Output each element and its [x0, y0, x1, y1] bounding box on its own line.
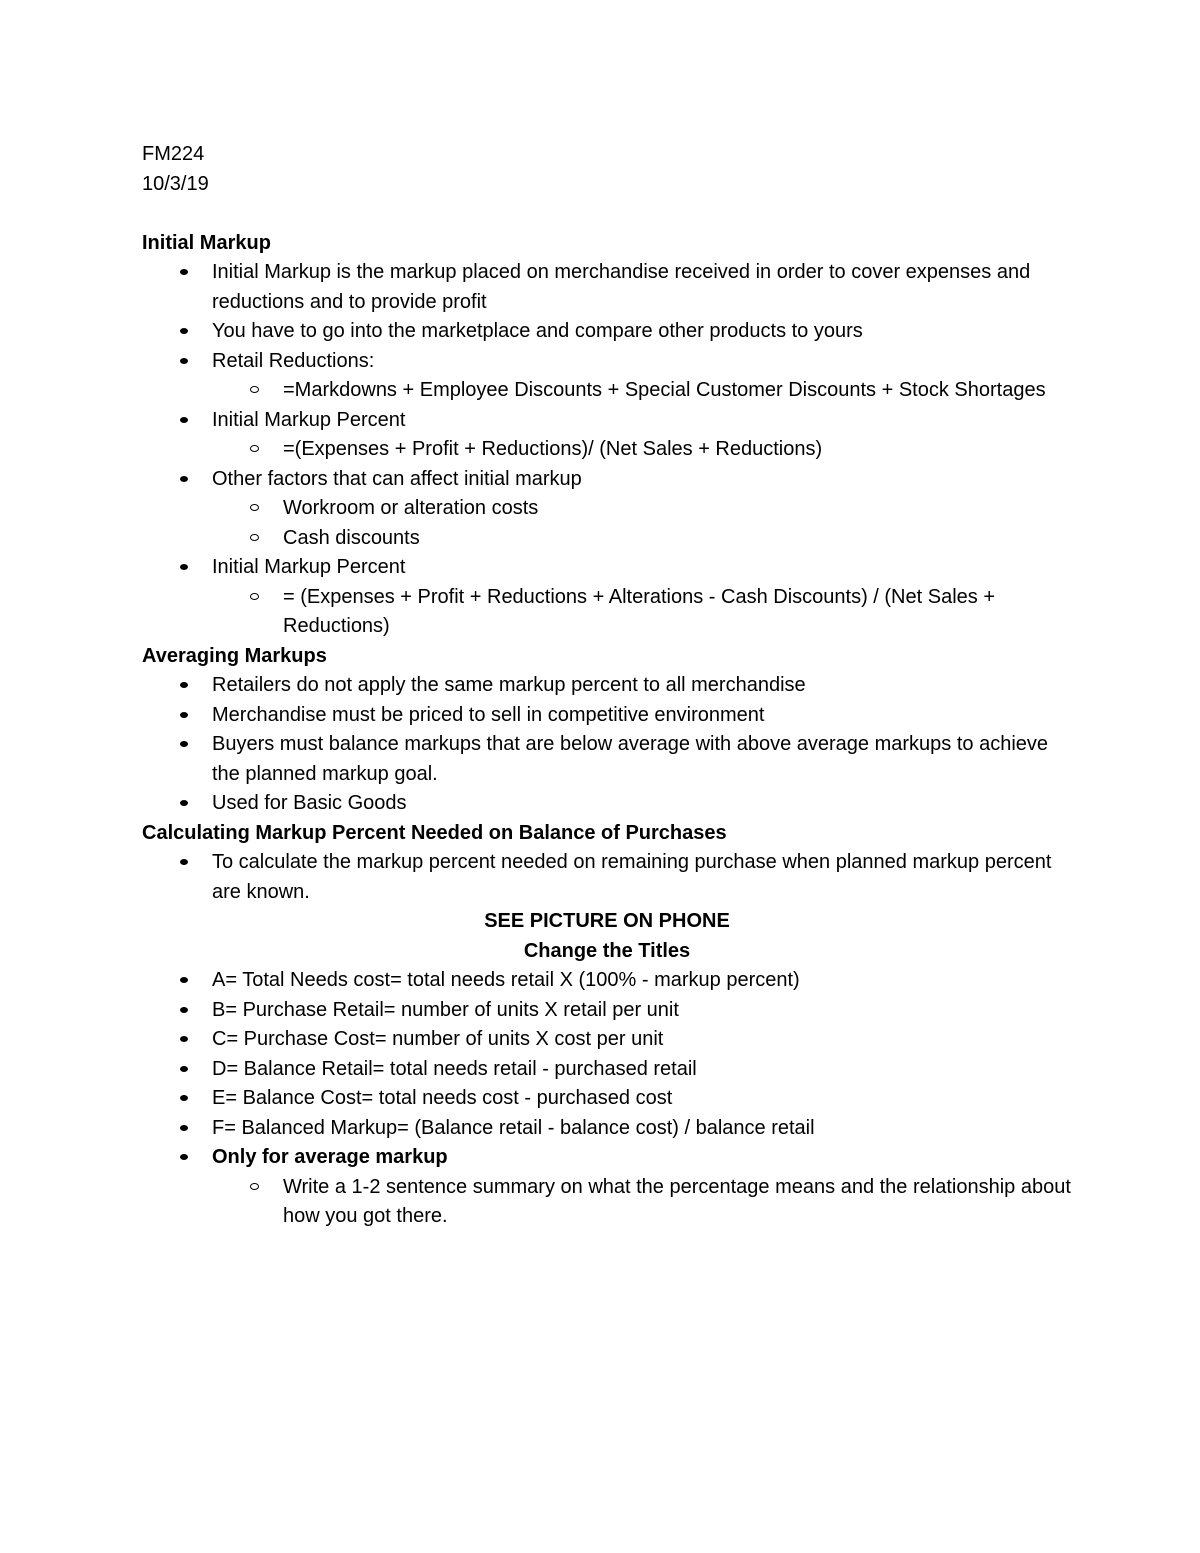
list-item: Retailers do not apply the same markup percent to all merchandise — [142, 671, 1072, 701]
list-item-only-average: Only for average markup — [142, 1143, 1072, 1173]
list-item: Merchandise must be priced to sell in competitive environment — [142, 701, 1072, 731]
formula-item-f: F= Balanced Markup= (Balance retail - balance cost) / balance retail — [142, 1114, 1072, 1144]
calculating-list — [142, 848, 1072, 907]
formula-item-a: A= Total Needs cost= total needs retail X (100% - markup percent) — [142, 966, 1072, 996]
formula-item-c: C= Purchase Cost= number of units X cost per unit — [142, 1025, 1072, 1055]
section-heading-averaging-markups: Averaging Markups — [142, 644, 327, 667]
formula-item-e: E= Balance Cost= total needs cost - purchased cost — [142, 1084, 1072, 1114]
initial-markup-list — [142, 258, 1072, 642]
list-item: Other factors that can affect initial markup — [142, 465, 1072, 495]
section-heading-calculating: Calculating Markup Percent Needed on Balance of Purchases — [142, 821, 727, 844]
sub-list-item: =(Expenses + Profit + Reductions)/ (Net Sales + Reductions) — [142, 435, 1072, 465]
list-item: Initial Markup Percent — [142, 406, 1072, 436]
note-date: 10/3/19 — [142, 172, 209, 195]
blank-line — [142, 199, 1072, 229]
document-page — [142, 140, 1072, 1232]
sub-list-item: Write a 1-2 sentence summary on what the percentage means and the relationship about how you got there. — [142, 1173, 1072, 1232]
section-heading-initial-markup: Initial Markup — [142, 231, 271, 254]
list-item: Retail Reductions: — [142, 347, 1072, 377]
sub-list-item: = (Expenses + Profit + Reductions + Alterations - Cash Discounts) / (Net Sales + Reductions) — [142, 583, 1072, 642]
sub-list-item: Workroom or alteration costs — [142, 494, 1072, 524]
sub-list-item: =Markdowns + Employee Discounts + Special Customer Discounts + Stock Shortages — [142, 376, 1072, 406]
centered-note-change-titles: Change the Titles — [523, 939, 691, 962]
list-item: Used for Basic Goods — [142, 789, 1072, 819]
averaging-markups-list — [142, 671, 1072, 819]
formula-item-b: B= Purchase Retail= number of units X retail per unit — [142, 996, 1072, 1026]
list-item: Initial Markup is the markup placed on merchandise received in order to cover expenses and reductions and to provide profit — [142, 258, 1072, 317]
list-item: To calculate the markup percent needed on remaining purchase when planned markup percent are known. — [142, 848, 1072, 907]
list-item: You have to go into the marketplace and compare other products to yours — [142, 317, 1072, 347]
formula-item-d: D= Balance Retail= total needs retail - purchased retail — [142, 1055, 1072, 1085]
list-item: Initial Markup Percent — [142, 553, 1072, 583]
formula-list — [142, 966, 1072, 1232]
list-item: Buyers must balance markups that are below average with above average markups to achieve the planned markup goal. — [142, 730, 1072, 789]
sub-list-item: Cash discounts — [142, 524, 1072, 554]
course-code: FM224 — [142, 143, 205, 165]
centered-note-see-picture: SEE PICTURE ON PHONE — [484, 910, 730, 932]
